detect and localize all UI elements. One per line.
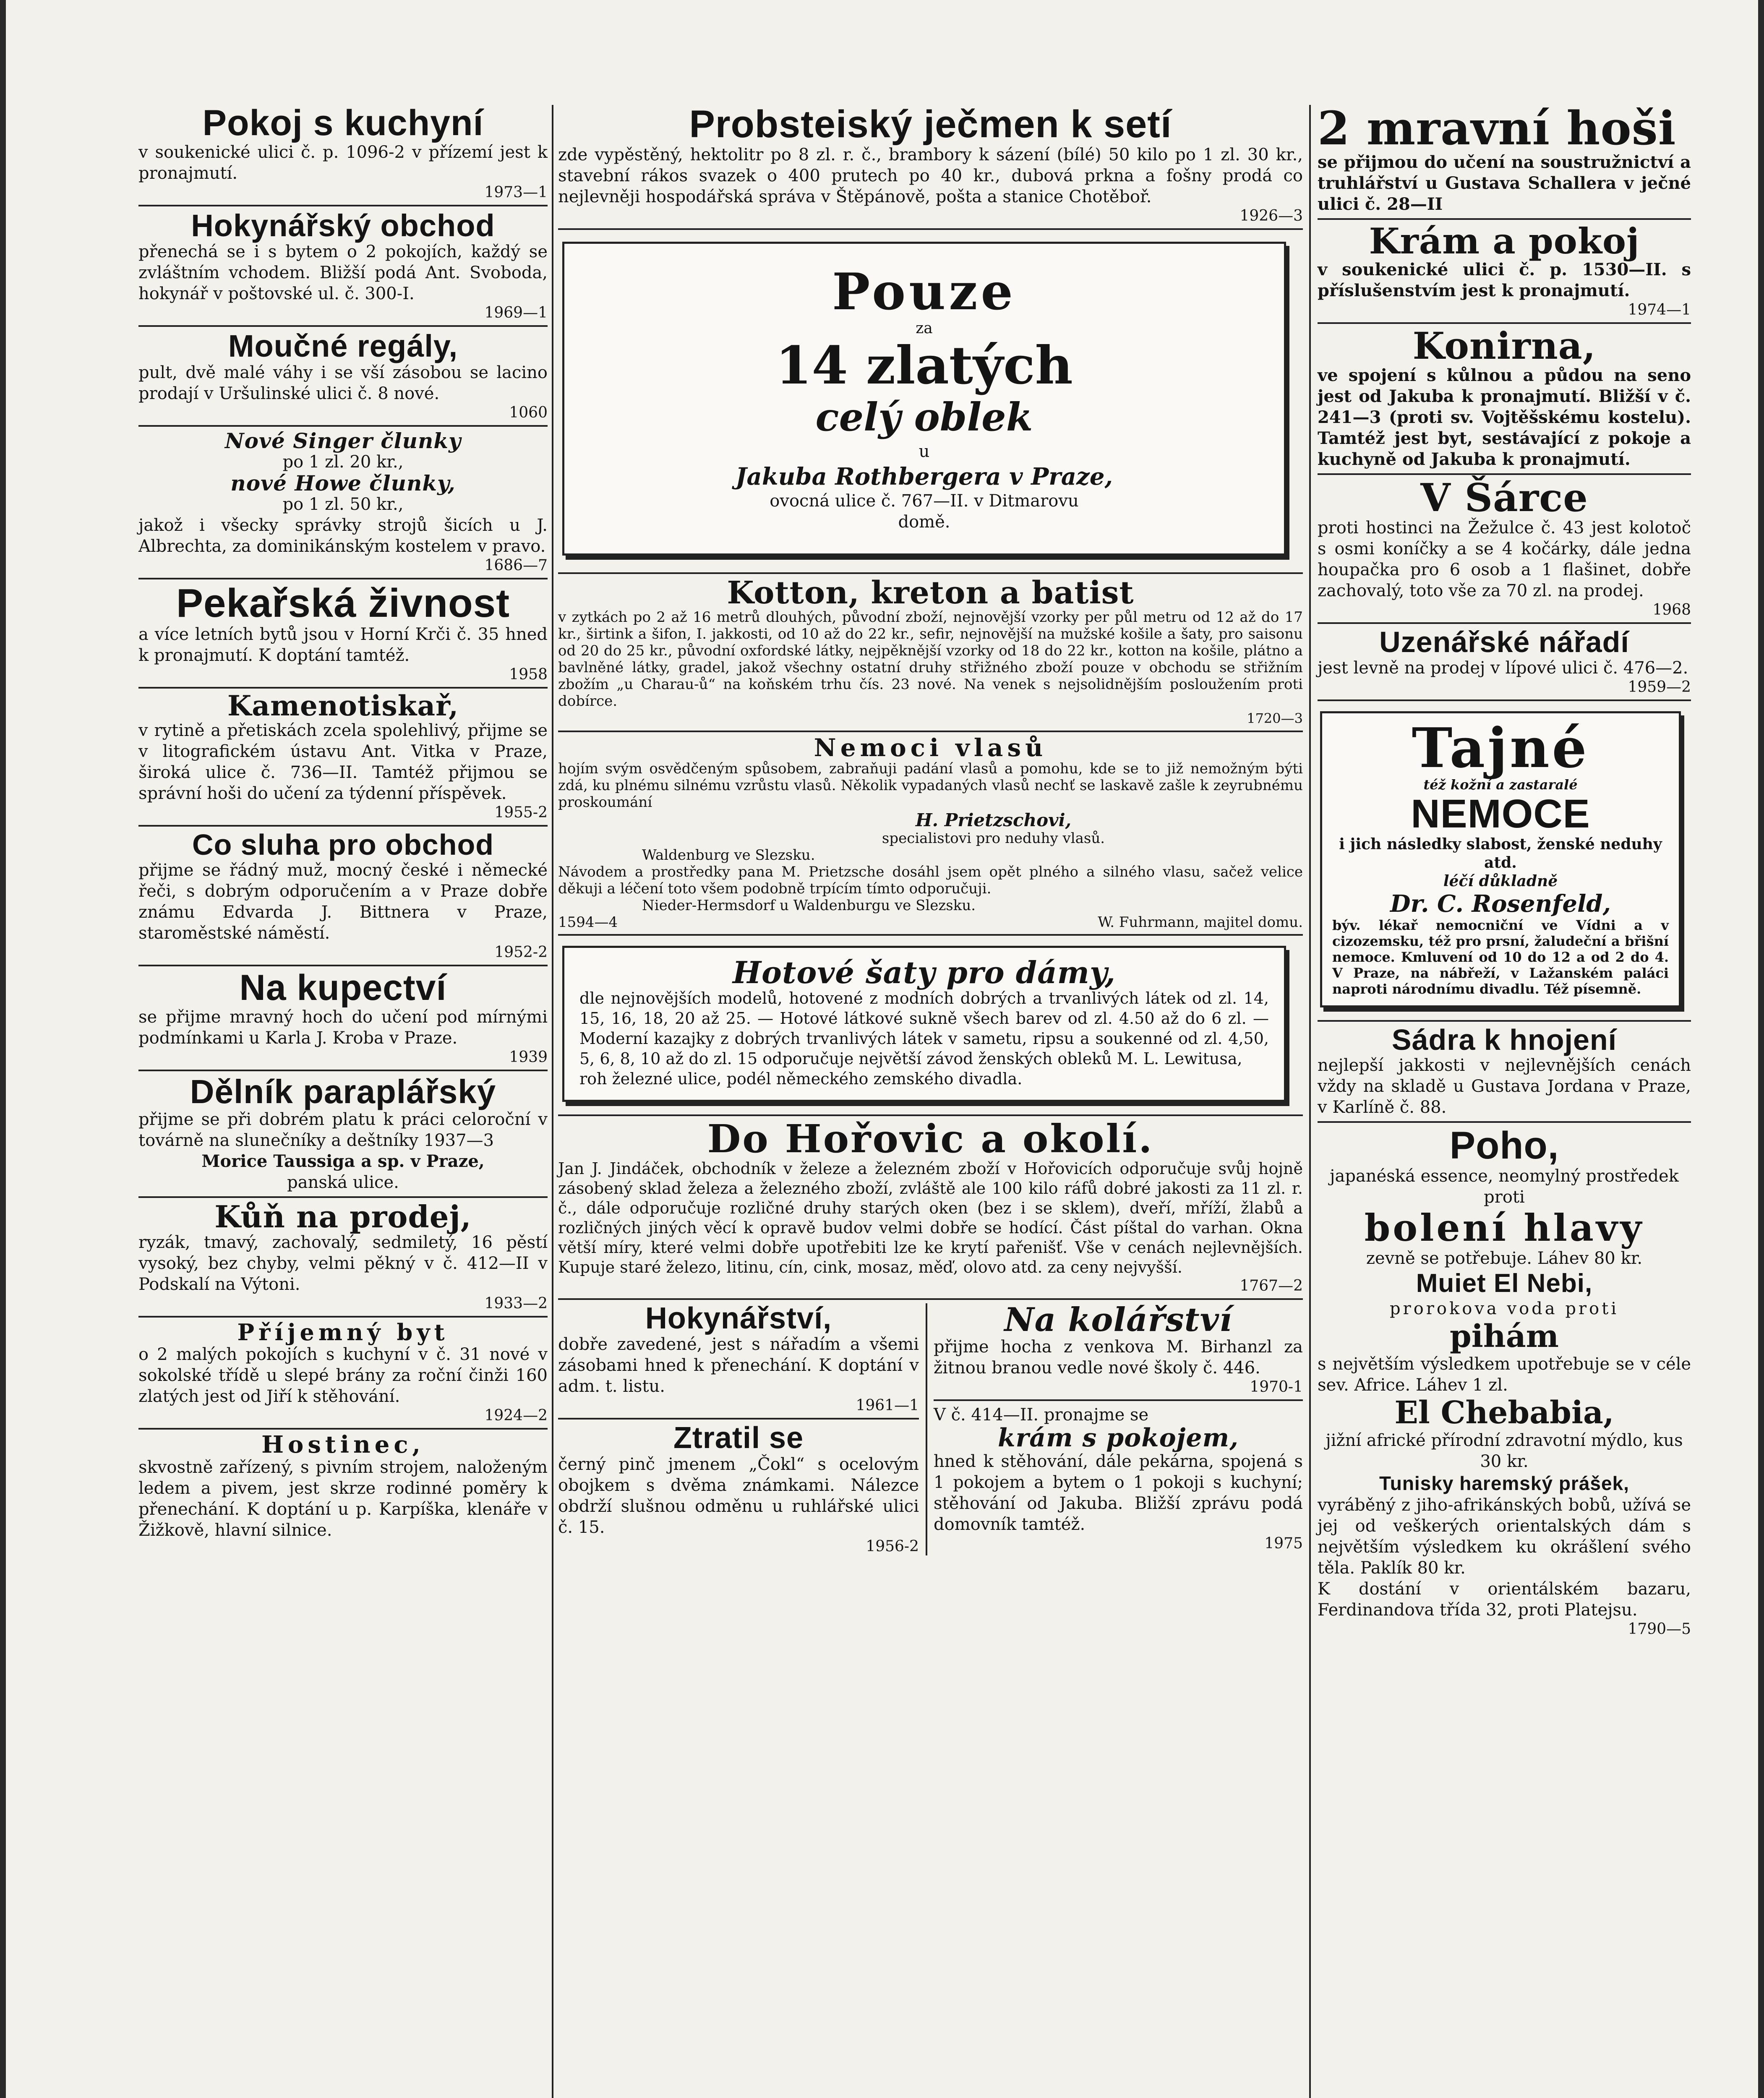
ad-text: ve spojení s kůlnou a půdou na seno jest od Jakuba k pronajmutí. Bližší v č. 241—3 (proti sv. Vojtěšskému kostelu). Tamtéž jest byt, sestávající z pokoje a kuchyně od Jakuba k pronajmutí.	[1318, 365, 1691, 469]
ad-text: v zytkách po 2 až 16 metrů dlouhých, původní zboží, nejnovější vzorky per půl metru od 12 až do 17 kr., širtink a šifon, I. jakkosti, od 10 až do 22 kr., sefir, nejnovější na mužské košile a šaty, pro saisonu od 20 do 25 kr., původní oxfordské látky, nejpěknější vzorky od 18 do 22 kr., kotton na košile, plátno a bavlněné látky, gradel, jakož všechny ostatní druhy střižného zboží pouze v obchodu se střižním zbožím „u Charau-ů“ na koňském trhu čís. 23 nové. Na venek s nejsolidnějším posloužením proti dobírce.	[558, 609, 1303, 710]
ad-title: Pouze	[832, 262, 1016, 321]
ad-text: léčí důkladně	[1443, 872, 1558, 890]
scan-border-left	[0, 0, 6, 2098]
ad-text: černý pinč jmenem „Čokl“ s ocelovým obojkem s dvěma známkami. Nálezce obdrží slušnou odměnu u ruhlářské ulici č. 15.	[558, 1454, 919, 1537]
ad-text: ryzák, tmavý, zachovalý, sedmiletý, 16 pěstí vysoký, bez chyby, velmi pěkný v č. 412—II v Podskalí na Výtoni.	[138, 1233, 548, 1294]
ad-moucne-regaly	[138, 330, 548, 421]
ad-uzenarske-naradi	[1318, 627, 1691, 696]
ad-text: proti hostinci na Žežulce č. 43 jest kolotoč s osmi koníčky a se 4 kočárky, dále jedna houpačka pro 6 osob a 1 flašinet, dobře zachovalý, toto vše za 70 zl. na prodej.	[1318, 518, 1691, 601]
ad-hokynarstvi	[558, 1303, 919, 1414]
ad-headline: El Chebabia,	[1394, 1395, 1614, 1431]
ad-text: specialistovi pro neduhy vlasů.	[882, 830, 1105, 847]
ad-title: Kamenotiskař,	[227, 689, 459, 722]
ad-doctor-name: Dr. C. Rosenfeld,	[1390, 890, 1611, 918]
ad-v-sarce	[1318, 475, 1691, 619]
ad-number: 1969—1	[484, 304, 548, 322]
ad-title: Na kupectví	[239, 968, 447, 1008]
ad-subtitle: nové Howe člunky,	[230, 470, 456, 496]
ad-title: Nové Singer člunky	[224, 428, 462, 453]
ad-2-mravni-hosi	[1318, 101, 1691, 215]
ad-title: V Šárce	[1420, 475, 1588, 520]
ad-text: nejlepší jakkosti v nejlevnějších cenách vždy na skladě u Gustava Jordana v Praze, v Karlíně č. 88.	[1318, 1056, 1691, 1117]
column-rule	[926, 1303, 927, 1555]
ad-nemoci-vlasu	[558, 733, 1303, 931]
ad-text: a více letních bytů jsou v Horní Krči č. 35 hned k pronajmutí. K doptání tamtéž.	[138, 624, 548, 665]
divider	[558, 228, 1303, 230]
ad-title: Probsteiský ječmen k setí	[689, 103, 1172, 146]
ad-kun-na-prodej	[138, 1198, 548, 1313]
ad-firm: Morice Taussiga a sp. v Praze,	[201, 1151, 485, 1171]
ad-text: hojím svým osvědčeným spůsobem, zabraňuji padání vlasů a pomohu, kde se to již nemožným býti zdá, ku plnému silnému vzrůstu vlasů. Několik vypadaných vlasů nechť se laskavě zašle k zeyrubnému proskoumání	[558, 760, 1303, 811]
ad-text: japanéská essence, neomylný prostředek proti	[1330, 1166, 1679, 1207]
ad-pouze-14-zlatych	[562, 242, 1286, 556]
ad-number: 1974—1	[1628, 301, 1691, 318]
ad-text: o 2 malých pokojích s kuchyní v č. 31 nové v sokolské třídě u slepé brány za roční činži 160 zlatých jest od Jiří k stěhování.	[138, 1345, 548, 1406]
ad-hostinec	[138, 1433, 548, 1541]
ad-price: 14 zlatých	[775, 335, 1073, 396]
ad-text: V č. 414—II. pronajme se	[934, 1405, 1149, 1425]
ad-number: 1926—3	[1239, 207, 1303, 224]
ad-text: se přijmou do učení na soustružnictví a truhlářství u Gustava Schallera v ječné ulici č. 28—II	[1318, 152, 1691, 214]
divider	[138, 578, 548, 579]
ad-subtitle: celý oblek	[815, 394, 1033, 440]
ad-co-sluha	[138, 830, 548, 961]
ad-na-kupectvi	[138, 970, 548, 1066]
ad-text: zde vypěstěný, hektolitr po 8 zl. r. č., brambory k sázení (bílé) 50 kilo po 1 zl. 30 kr., stavební rákos svazek o 400 prutech po 40 kr., dubová prkna a fošny prodá co nejlevněji hospodářská správa v Štěpánově, pošta a stanice Chotěboř.	[558, 145, 1303, 206]
ad-title: Kotton, kreton a batist	[727, 574, 1134, 611]
divider	[558, 572, 1303, 574]
ad-address: roh železné ulice, podél německého zemského divadla.	[579, 1069, 1023, 1088]
ad-text: po 1 zl. 50 kr.,	[282, 494, 404, 514]
ad-text: přijme se při dobrém platu k práci celoroční v továrně na slunečníky a deštníky 1937—3	[138, 1109, 548, 1150]
ad-title: Poho,	[1449, 1124, 1559, 1167]
ad-title: Kůň na prodej,	[214, 1198, 472, 1234]
ad-number: 1686—7	[484, 556, 548, 574]
ad-text: se přijme mravný hoch do učení pod mírnými podmínkami u Karla J. Kroba v Praze.	[138, 1007, 548, 1048]
ad-text: K dostání v orientálském bazaru, Ferdinandova třída 32, proti Platejsu.	[1318, 1579, 1691, 1620]
ad-hotove-saty	[562, 946, 1286, 1101]
divider	[138, 425, 548, 427]
ad-title: Dělník paraplářský	[190, 1072, 496, 1110]
ad-text: i jich následky slabost, ženské neduhy atd.	[1339, 835, 1662, 872]
ad-text: po 1 zl. 20 kr.,	[282, 452, 404, 472]
divider	[558, 934, 1303, 936]
divider	[1318, 1121, 1691, 1123]
ad-title: Pekařská živnost	[176, 580, 510, 626]
ad-hokynarsky-obchod	[138, 210, 548, 322]
bottom-ads-row	[558, 1300, 1303, 1555]
ad-konirna	[1318, 324, 1691, 470]
ad-do-horovic	[558, 1116, 1303, 1295]
ad-number: 1060	[509, 404, 548, 421]
ad-headline: Tunisky haremský prášek,	[1379, 1472, 1629, 1495]
ad-text: Jan J. Jindáček, obchodník v železe a železném zboží v Hořovicích odporučuje svůj hojně zásobený sklad železa a železného zboží, zvláště ale 100 kilo ráfů dobré jakosti za 11 zl. r. č., dále odporučuje rozličné druhy starých oken (bez i se sklem), dveří, mříží, žlabů a rozličných jiných věcí k opravě budov velmi dobře se hodící. Část píštal do varhan. Okna větší míry, které velmi dobře upotřebiti lze ke krytí pařenišť. Vše v cenách nejlevnějších. Kupuje staré železo, litinu, cín, cink, mosaz, měď, olovo atd. za ceny nejvyšší.	[558, 1159, 1303, 1276]
column-left	[138, 105, 548, 1541]
scan-border-right	[1758, 0, 1764, 2098]
divider	[138, 687, 548, 689]
divider	[1318, 622, 1691, 624]
ad-text: v soukenické ulici č. p. 1530—II. s příslušenstvím jest k pronajmutí.	[1318, 259, 1691, 300]
ad-signature: W. Fuhrmann, majitel domu.	[1098, 914, 1303, 931]
ad-pekarska-zivnost	[138, 580, 548, 684]
ad-na-kolarstvi	[934, 1300, 1303, 1396]
ad-signature: H. Prietzschovi,	[915, 810, 1072, 831]
divider	[1318, 218, 1691, 220]
ad-text: pult, dvě malé váhy i se vší zásobou se lacino prodají v Uršulinské ulici č. 8 nové.	[138, 363, 548, 403]
divider	[1318, 1020, 1691, 1022]
ad-text: přijme hocha z venkova M. Birhanzl za žitnou branou vedle nové školy č. 446.	[934, 1337, 1303, 1378]
ad-title: Na kolářství	[1004, 1300, 1232, 1339]
divider	[558, 1418, 919, 1420]
ad-text: v soukenické ulici č. p. 1096-2 v přízemí jest k pronajmutí.	[138, 142, 548, 183]
ad-number: 1790—5	[1628, 1620, 1691, 1638]
ad-text: za	[916, 319, 933, 337]
ad-address: ovocná ulice č. 767—II. v Ditmarovu domě.	[770, 491, 1079, 532]
ad-poho	[1318, 1126, 1691, 1638]
bottom-ads-right	[934, 1300, 1303, 1555]
ad-title: Uzenářské nářadí	[1379, 626, 1629, 659]
ad-pokoj-s-kuchyni	[138, 105, 548, 201]
ad-title: Tajné	[1412, 715, 1589, 780]
ad-text: v rytině a přetiskách zcela spolehlivý, přijme se v litografickém ústavu Ant. Vitka v Praze, široká ulice č. 736—II. Tamtéž přijmou se správní hoši do učení za týdenní příspěvek.	[138, 720, 548, 803]
divider	[558, 731, 1303, 732]
ad-kram-a-pokoj	[1318, 220, 1691, 319]
bottom-ads-left	[558, 1303, 919, 1555]
ad-text: prorokova voda proti	[1389, 1299, 1619, 1319]
ad-number: 1720—3	[1247, 710, 1303, 727]
ad-kotton-kreton	[558, 574, 1303, 727]
ad-title: Nemoci vlasů	[814, 733, 1047, 762]
ad-text: s největším výsledkem upotřebuje se v céle sev. Africe. Láhev 1 zl.	[1318, 1354, 1691, 1395]
ad-text: hned k stěhování, dále pekárna, spojená s 1 pokojem a bytem o 1 pokoji s kuchyní; stěhování od Jakuba. Bližší zprávu podá domovník tamtéž.	[934, 1452, 1303, 1534]
ad-text: přijme se řádný muž, mocný české i německé řeči, s dobrým odporučením a v Praze dobře známu Edvarda J. Bittnera v Praze, staroměstské náměstí.	[138, 861, 548, 943]
ad-title: Co sluha pro obchod	[192, 828, 494, 861]
ad-text: jest levně na prodej v lípové ulici č. 476—2.	[1318, 658, 1688, 678]
ad-footer-line	[558, 914, 1303, 931]
column-right	[1318, 101, 1691, 1638]
divider	[138, 205, 548, 206]
ad-headline: Muiet El Nebi,	[1416, 1269, 1593, 1298]
ad-kamenotiskar	[138, 689, 548, 822]
ad-number: 1952-2	[494, 944, 548, 961]
ad-number: 1767—2	[1239, 1277, 1303, 1294]
ad-firm: Jakuba Rothbergera v Praze,	[736, 462, 1113, 491]
ad-sadra-k-hnojeni	[1318, 1025, 1691, 1118]
ad-title: Hotové šaty pro dámy,	[733, 955, 1116, 991]
divider	[138, 1070, 548, 1071]
ad-text: jakož i všecky správky strojů šicích u J. Albrechta, za dominikánským kostelem v pravo.	[138, 515, 548, 556]
ad-number: 1968	[1652, 601, 1691, 619]
ad-tajne-nemoce	[1320, 711, 1681, 1007]
ad-title: krám s pokojem,	[998, 1423, 1239, 1453]
newspaper-page	[138, 101, 1691, 2098]
divider	[1318, 699, 1691, 701]
ad-testimonial: Návodem a prostředky pana M. Prietzsche dosáhl jsem opět plného a silného vlasu, sačež velice děkuji a léčení toto všem podobně trpícím tímto odporučuji.	[558, 864, 1303, 898]
ad-title: Ztratil se	[673, 1421, 804, 1455]
ad-probsteisky-jecmen	[558, 105, 1303, 225]
divider	[558, 1298, 1303, 1300]
column-middle	[558, 105, 1303, 1555]
ad-title: Pokoj s kuchyní	[202, 103, 484, 143]
ad-number: 1924—2	[484, 1407, 548, 1425]
column-rule	[552, 105, 553, 2098]
ad-address: panská ulice.	[287, 1172, 399, 1192]
ad-text: býv. lékař nemocniční ve Vídni a v cizozemsku, též pro prsní, žaludeční a břišní nemoce. Kmluvení od 10 do 12 a od 2 do 4. V Praze, na nábřeží, v Lažanském paláci naproti národnímu divadlu. Též písemně.	[1332, 917, 1669, 997]
ad-number: 1973—1	[484, 183, 548, 201]
column-rule	[1309, 105, 1311, 2098]
ad-place: Nieder-Hermsdorf u Waldenburgu ve Slezsku.	[642, 897, 976, 914]
ad-number: 1955-2	[494, 804, 548, 821]
ad-number: 1956-2	[866, 1537, 919, 1555]
ad-title: Do Hořovic a okolí.	[707, 1116, 1154, 1161]
ad-title: Hostinec,	[261, 1431, 425, 1459]
ad-text: skvostně zařízený, s pivním strojem, naloženým ledem a pivem, jest skrze rodinné poměry k přenechání. K doptání u p. Karpíška, klenáře v Žižkově, hlavní silnice.	[138, 1458, 548, 1540]
ad-headline: bolení hlavy	[1364, 1206, 1644, 1250]
ad-number: 1958	[509, 665, 548, 683]
divider	[934, 1399, 1303, 1401]
ad-title: Hokynářský obchod	[191, 208, 495, 243]
divider	[1318, 473, 1691, 475]
ad-title: 2 mravní hoši	[1318, 101, 1676, 155]
ad-text: vyráběný z jiho-afrikánských bobů, užívá se jej od veškerých orientalských dám s největším výsledkem ku okrášlení svého těla. Paklík 80 kr.	[1318, 1495, 1691, 1578]
ad-number: 1975	[1264, 1535, 1303, 1553]
ad-number: 1939	[509, 1048, 548, 1066]
ad-number: 1959—2	[1628, 678, 1691, 696]
ad-text: dle nejnovějších modelů, hotovené z modních dobrých a trvanlivých látek od zl. 14, 15, 16, 18, 20 až 25. — Hotové látkové sukně všech barev od zl. 4.50 až do 6 zl. — Moderní kazajky z dobrých trvanlivých látek v sametu, ripsu a soukenné od zl. 4,50, 5, 6, 8, 10 až do zl. 15 odporučuje největší závod ženských obleků M. L. Lewitusa,	[579, 989, 1269, 1068]
ad-title: Hokynářství,	[645, 1301, 832, 1335]
ad-title: Konirna,	[1412, 324, 1596, 368]
ad-text: jižní africké přírodní zdravotní mýdlo, kus 30 kr.	[1326, 1431, 1683, 1472]
divider	[138, 965, 548, 966]
ad-title: Moučné regály,	[228, 329, 458, 364]
ad-subtitle: též kožní a zastaralé	[1423, 776, 1578, 793]
ad-text: dobře zavedené, jest s nářadím a všemi zásobami hned k přenechání. K doptání v adm. t. listu.	[558, 1335, 919, 1396]
ad-text: přenechá se i s bytem o 2 pokojích, každý se zvláštním vchodem. Bližší podá Ant. Svoboda, hokynář v poštovské ul. č. 300-I.	[138, 242, 548, 304]
ad-number: 1970-1	[1250, 1378, 1303, 1396]
divider	[138, 1316, 548, 1318]
ad-headline: pihám	[1450, 1318, 1559, 1355]
ad-number: 1594—4	[558, 914, 618, 931]
ad-place: Waldenburg ve Slezsku.	[642, 847, 815, 864]
ad-headline: NEMOCE	[1411, 791, 1590, 836]
ad-prijemny-byt	[138, 1321, 548, 1425]
ad-delnik-paraplarsky	[138, 1072, 548, 1193]
ad-number: 1961—1	[856, 1397, 919, 1414]
ad-text: u	[919, 441, 930, 461]
divider	[138, 325, 548, 327]
ad-title: Příjemný byt	[237, 1319, 449, 1346]
ad-singer-clunky	[138, 430, 548, 574]
ad-title: Sádra k hnojení	[1391, 1023, 1617, 1056]
ad-text: zevně se potřebuje. Láhev 80 kr.	[1366, 1249, 1643, 1268]
divider	[138, 825, 548, 827]
ad-kram-s-pokojem	[934, 1404, 1303, 1553]
ad-number: 1933—2	[484, 1295, 548, 1313]
ad-ztratil-se	[558, 1423, 919, 1555]
divider	[138, 1196, 548, 1198]
divider	[138, 1428, 548, 1430]
ad-title: Krám a pokoj	[1369, 220, 1640, 262]
